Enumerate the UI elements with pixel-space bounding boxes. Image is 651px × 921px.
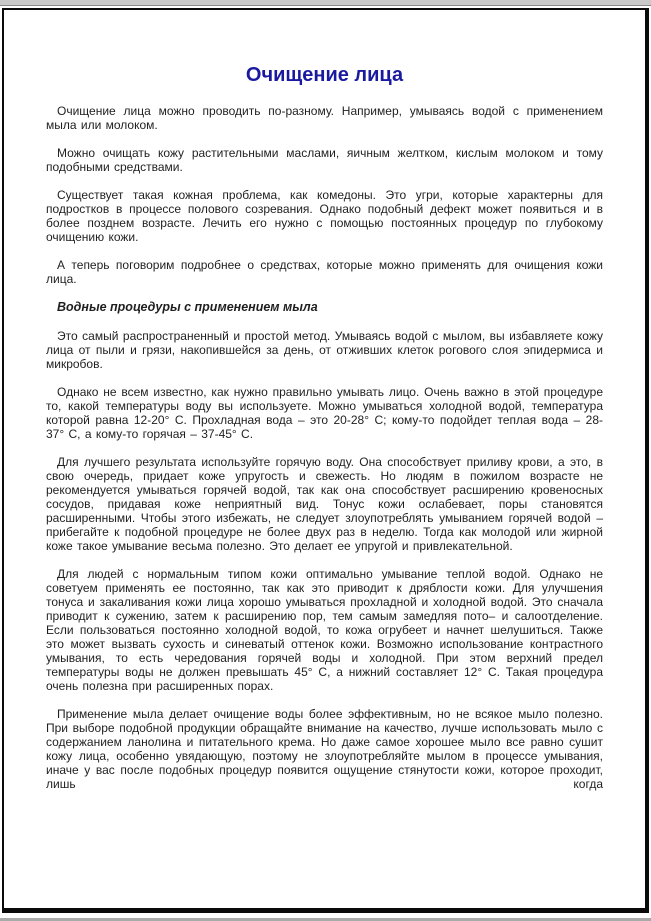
paragraph-soap-method: Это самый распространенный и простой метод. Умываясь водой с мылом, вы избавляете кожу лица от пыли и грязи, накопившейся за день, от отживших клеток рогового слоя эпидермиса и микробов.	[46, 329, 603, 371]
document-page	[2, 8, 649, 913]
paragraph-comedones: Существует такая кожная проблема, как комедоны. Это угри, которые характерны для подростков в процессе полового созревания. Однако подобный дефект может появиться и в более позднем возрасте. Лечить его нужно с помощью постоянных процедур по глубокому очищению кожи.	[46, 188, 603, 244]
paragraph-water-temperature: Однако не всем известно, как нужно правильно умывать лицо. Очень важно в этой процедуре то, какой температуры воду вы используете. Можно умываться холодной водой, температура которой равна 12-20° С. Прохладная вода – это 20-28° С; кому-то подойдет теплая вода – 28-37° С, а кому-то горячая – 37-45° С.	[46, 385, 603, 441]
paragraph-intro: Очищение лица можно проводить по-разному. Например, умываясь водой с применением мыла или молоком.	[46, 104, 603, 132]
paragraph-warm-cold-water: Для людей с нормальным типом кожи оптимально умывание теплой водой. Однако не советуем применять ее постоянно, так как это приводит к дряблости кожи. Для улучшения тонуса и закаливания кожи лица хорошо умываться прохладной и холодной водой. Это сначала приводит к сужению, затем к расширению пор, тем самым замедляя пото– и салоотделение. Если пользоваться постоянно холодной водой, то кожа огрубеет и начнет шелушиться. Также это может вызвать сухость и синеватый оттенок кожи. Возможно использование контрастного умывания, то есть чередования горячей воды и холодной. При этом верхний предел температуры воды не должен превышать 45° С, а нижний составляет 12° С. Такая процедура очень полезна при расширенных порах.	[46, 567, 603, 693]
paragraph-transition: А теперь поговорим подробнее о средствах, которые можно применять для очищения кожи лица.	[46, 258, 603, 286]
paragraph-soap-quality: Применение мыла делает очищение воды более эффективным, но не всякое мыло полезно. При выборе подобной продукции обращайте внимание на качество, лучше использовать мыло с содержанием ланолина и питательного крема. Но даже самое хорошее мыло все равно сушит кожу лица, особенно увядающую, поэтому не злоупотребляйте мылом в процессе умывания, иначе у вас после подобных процедур появится ощущение стянутости кожи, которое проходит, лишь когда	[46, 707, 603, 791]
document-content	[4, 63, 645, 791]
paragraph-hot-water: Для лучшего результата используйте горячую воду. Она способствует приливу крови, а это, в свою очередь, придает коже упругость и свежесть. Но людям в пожилом возрасте не рекомендуется умываться горячей водой, так как она способствует расширению кровеносных сосудов, придавая коже неприятный вид. Тонус кожи ослабевает, поры становятся расширенными. Чтобы этого избежать, не следует злоупотреблять умыванием горячей водой – прибегайте к подобной процедуре не более двух раз в неделю. Тогда как молодой или жирной коже такое умывание весьма полезно. Это делает ее упругой и привлекательной.	[46, 455, 603, 553]
section-heading-water-procedures: Водные процедуры с применением мыла	[57, 300, 318, 314]
paragraph-oils: Можно очищать кожу растительными маслами, яичным желтком, кислым молоком и тому подобными средствами.	[46, 146, 603, 174]
document-title: Очищение лица	[245, 64, 404, 86]
window-top-edge	[0, 0, 651, 6]
